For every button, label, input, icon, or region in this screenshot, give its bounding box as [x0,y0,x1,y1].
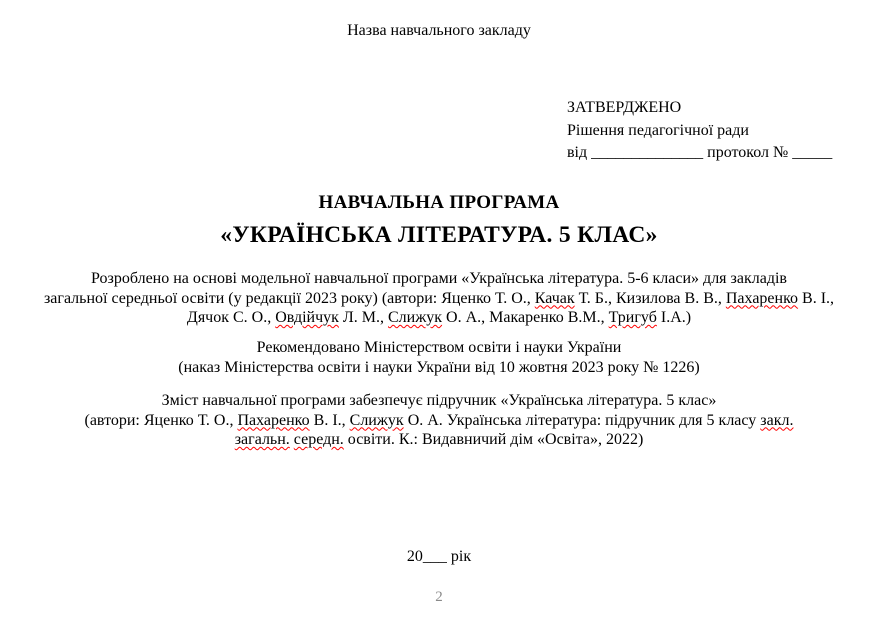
text-segment: Рекомендовано Міністерством освіти і науки України [256,339,622,356]
program-title: НАВЧАЛЬНА ПРОГРАМА [318,192,560,213]
misspelled-word: закл. [760,411,794,429]
approval-date-line: від ______________ протокол № _____ [567,144,833,161]
misspelled-word: Пахаренко [237,411,310,429]
misspelled-word: середн. [293,431,344,449]
text-segment: загальної середньої освіти (у редакції 2023 року) (автори: Яценко Т. О., [43,289,535,307]
misspelled-word: загальн. [234,431,290,449]
paragraph-line [0,338,878,358]
paragraph-basis [0,269,878,328]
page-number: 2 [435,589,443,605]
text-segment: Л. М., [338,309,388,327]
approval-block [567,97,832,165]
approval-body: Рішення педагогічної ради [567,121,749,139]
text-segment: О. А. Українська література: підручник для 5 класу [403,411,761,429]
text-segment: Зміст навчальної програми забезпечує підручник «Українська література. 5 клас» [161,392,717,409]
text-segment: (автори: Яценко Т. О., [84,411,238,429]
paragraph-line [0,289,878,309]
misspelled-word: Пахаренко [725,289,799,307]
year-line: 20___ рік [406,548,472,565]
text-segment: В. І., [798,289,835,307]
misspelled-word: Слижук [388,309,443,327]
paragraph-line [0,358,878,378]
paragraph-textbook [0,391,878,450]
approval-title: ЗАТВЕРДЖЕНО [567,99,682,116]
misspelled-word: Слижук [349,411,404,429]
misspelled-word: Качак [534,289,575,307]
school-name-placeholder: Назва навчального закладу [347,22,531,39]
text-segment: Дячок С. О., [186,309,276,327]
text-segment: І.А.) [656,309,692,327]
paragraph-line [0,411,878,431]
paragraph-line [0,430,878,450]
misspelled-word: Тригуб [608,309,657,327]
paragraph-line [0,391,878,411]
paragraph-recommendation [0,338,878,377]
text-segment: Т. Б., Кизилова В. В., [574,289,726,307]
misspelled-word: Овдійчук [275,309,339,327]
text-segment: Розроблено на основі модельної навчальної програми «Українська література. 5-6 класи» для закладів [91,270,787,287]
text-segment: (наказ Міністерства освіти і науки України від 10 жовтня 2023 року № 1226) [178,358,700,376]
text-segment: О. А., Макаренко В.М., [442,309,609,327]
text-segment: В. І., [309,411,350,429]
paragraph-line [0,269,878,289]
program-subtitle: «УКРАЇНСЬКА ЛІТЕРАТУРА. 5 КЛАС» [220,222,658,248]
text-segment: освіти. К.: Видавничий дім «Освіта», 2022) [343,431,644,449]
paragraph-line [0,308,878,328]
